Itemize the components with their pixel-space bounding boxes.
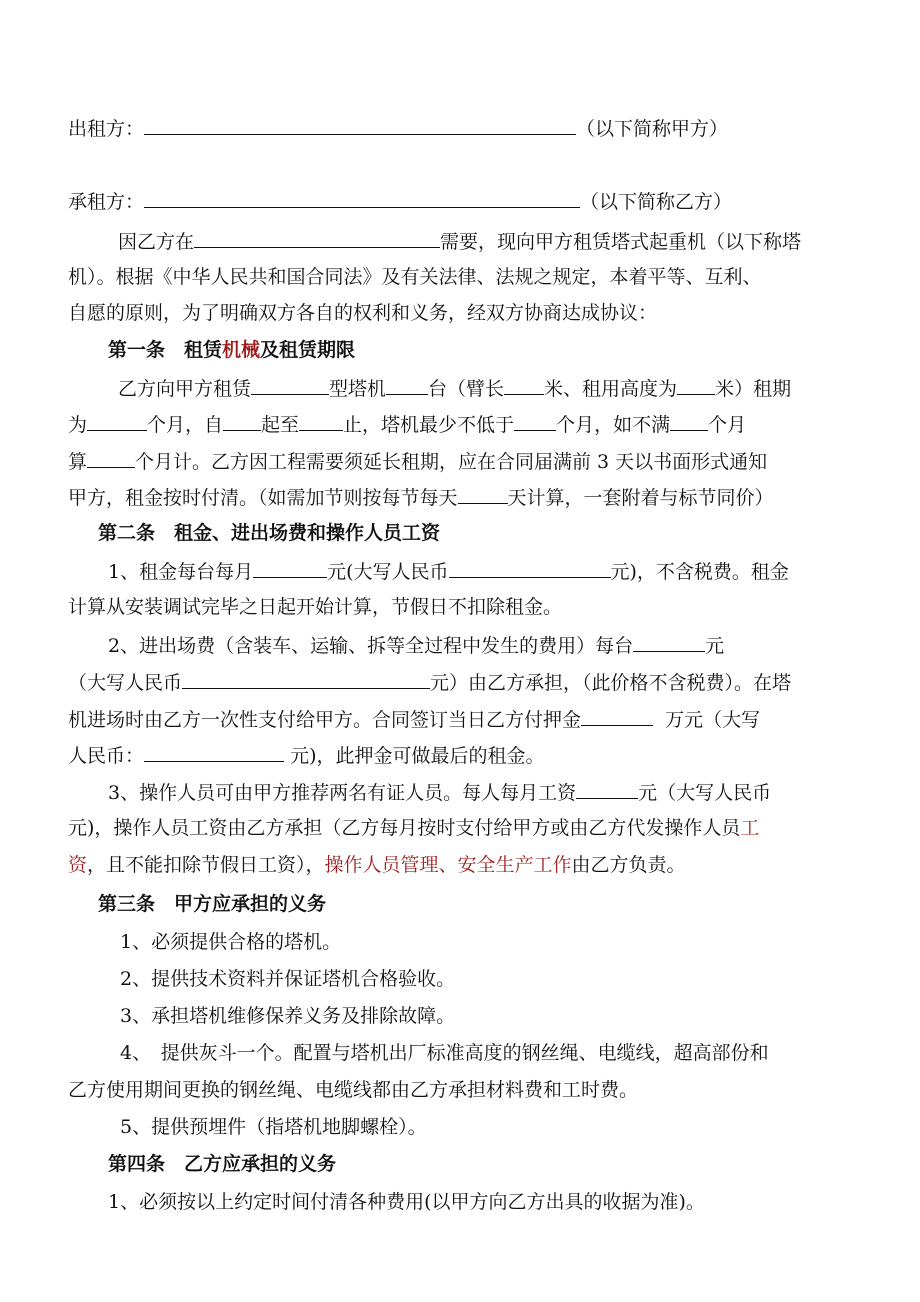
article4-title: 第四条 乙方应承担的义务 (108, 1153, 337, 1175)
lessor-label: 出租方： (68, 118, 145, 140)
lessee-suffix: （以下简称乙方） (580, 191, 733, 213)
text: 元)，操作人员工资由乙方承担（乙方每月按时支付给甲方或由乙方代发操作人员 (68, 817, 741, 839)
article3-item4: 4、 提供灰斗一个。配置与塔机出厂标准高度的钢丝绳、电缆线，超高部份和 (120, 1042, 769, 1064)
text: 元（大写人民币 (638, 782, 772, 804)
text: 甲方，租金按时付清。（如需加节则按每节每天 (68, 487, 458, 509)
lessee-label: 承租方： (68, 191, 145, 213)
end-blank[interactable] (299, 408, 343, 431)
text: （大写人民币 (68, 672, 183, 694)
rent-capital-blank[interactable] (449, 555, 611, 578)
text: ，且不能扣除节假日工资）， (87, 854, 325, 876)
text: 人民币： (68, 745, 145, 767)
project-blank[interactable] (194, 225, 440, 248)
count-months-blank[interactable] (87, 445, 135, 468)
entry-fee-capital-blank[interactable] (182, 666, 430, 689)
height-blank[interactable] (677, 372, 715, 395)
min-months-blank[interactable] (514, 408, 556, 431)
article2-title: 第二条 租金、进出场费和操作人员工资 (98, 522, 441, 544)
lessor-blank[interactable] (144, 112, 576, 135)
entry-fee-blank[interactable] (633, 629, 705, 652)
text: 台（臂长 (428, 378, 505, 400)
text: 天计算，一套附着与标节同价） (507, 487, 774, 509)
text: 起至 (261, 414, 300, 436)
article2-item3-cont2 (68, 850, 686, 880)
intro-text: 因乙方在 (118, 231, 195, 253)
text: 2、进出场费（含装车、运输、拆等全过程中发生的费用）每台 (108, 635, 634, 657)
text: 机进场时由乙方一次性支付给甲方。合同签订当日乙方付押金 (68, 709, 582, 731)
intro-line-1 (118, 225, 801, 257)
highlight-text: 操作人员管理、安全生产工作 (324, 854, 572, 876)
deposit-capital-blank[interactable] (144, 739, 284, 762)
qty-blank[interactable] (386, 372, 428, 395)
text: 乙方向甲方租赁 (118, 378, 252, 400)
lessor-suffix: （以下简称甲方） (576, 118, 729, 140)
article2-item2-cont2 (68, 703, 760, 735)
article2-item2-cont3 (68, 739, 544, 771)
text: 元）由乙方承担，（此价格不含税费）。在塔 (430, 672, 792, 694)
intro-line-3: 自愿的原则，为了明确双方各自的权利和义务，经双方协商达成协议： (68, 302, 658, 324)
text: 型塔机 (329, 378, 387, 400)
article2-item2 (108, 629, 724, 661)
article1-line-2 (68, 408, 746, 440)
intro-line-2: 机）。根据《中华人民共和国合同法》及有关法律、法规之规定，本着平等、互利、 (68, 266, 762, 288)
text: 元)，此押金可做最后的租金。 (290, 745, 545, 767)
intro-text: 需要，现向甲方租赁塔式起重机（以下称塔 (440, 231, 802, 253)
article1-line-4 (68, 481, 774, 513)
text: 元)，不含税费。租金 (610, 561, 789, 583)
highlight-text: 工 (740, 817, 760, 839)
monthly-rent-blank[interactable] (253, 555, 327, 578)
text: 个月计。乙方因工程需要须延长租期，应在合同届满前 3 天以书面形式通知 (135, 451, 768, 473)
article2-item2-cont1 (68, 666, 791, 698)
text: 元 (705, 635, 725, 657)
article1-title (108, 335, 355, 365)
article3-item4-cont: 乙方使用期间更换的钢丝绳、电缆线都由乙方承担材料费和工时费。 (68, 1079, 639, 1101)
article3-title: 第三条 甲方应承担的义务 (98, 893, 327, 915)
text: 元(大写人民币 (327, 561, 449, 583)
months-blank[interactable] (87, 408, 147, 431)
deposit-blank[interactable] (581, 703, 653, 726)
article3-item3: 3、承担塔机维修保养义务及排除故障。 (120, 1005, 456, 1027)
lessee-line (68, 185, 732, 217)
text: 止，塔机最少不低于 (343, 414, 515, 436)
article3-item1: 1、必须提供合格的塔机。 (120, 931, 342, 953)
section-days-blank[interactable] (458, 481, 508, 504)
article4-item1: 1、必须按以上约定时间付清各种费用(以甲方向乙方出具的收据为准)。 (108, 1191, 705, 1213)
article2-item1-cont: 计算从安装调试完毕之日起开始计算，节假日不扣除租金。 (68, 596, 563, 618)
lessee-blank[interactable] (144, 185, 580, 208)
article1-line-1 (118, 372, 791, 404)
highlight-text: 资 (68, 854, 88, 876)
article1-title-c: 及租赁期限 (260, 339, 356, 361)
text: 3、操作人员可由甲方推荐两名有证人员。每人每月工资 (108, 782, 577, 804)
text: 个月，自 (147, 414, 224, 436)
lessor-line (68, 112, 728, 144)
under-months-blank[interactable] (670, 408, 708, 431)
article3-item2: 2、提供技术资料并保证塔机合格验收。 (120, 968, 456, 990)
text: 个月 (708, 414, 747, 436)
text: 米、租用高度为 (544, 378, 678, 400)
article1-title-a: 第一条 租赁 (108, 339, 223, 361)
text: 万元（大写 (665, 709, 761, 731)
article2-item1 (108, 555, 789, 587)
model-blank[interactable] (251, 372, 329, 395)
article3-item5: 5、提供预埋件（指塔机地脚螺栓）。 (120, 1116, 427, 1138)
text: 算 (68, 451, 88, 473)
text: 个月，如不满 (556, 414, 671, 436)
text: 米）租期 (715, 378, 792, 400)
article2-item3-cont1 (68, 813, 759, 843)
article1-title-b: 机械 (222, 339, 261, 361)
article2-item3 (108, 776, 771, 808)
wage-blank[interactable] (576, 776, 638, 799)
text: 1、租金每台每月 (108, 561, 254, 583)
start-blank[interactable] (223, 408, 261, 431)
arm-length-blank[interactable] (504, 372, 544, 395)
text: 为 (68, 414, 88, 436)
article1-line-3 (68, 445, 767, 477)
text: 由乙方负责。 (571, 854, 686, 876)
